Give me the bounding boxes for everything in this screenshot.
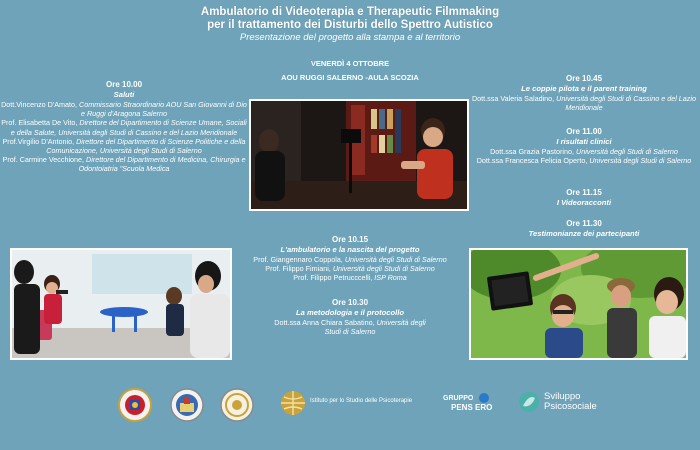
session-time: Ore 10.15: [331, 235, 369, 244]
session-speakers: [0, 100, 248, 174]
session-time: Ore 11.15: [566, 188, 602, 197]
title-line-2: per il trattamento dei Disturbi dello Spettro Autistico: [207, 19, 493, 31]
speaker-name: Prof. Filippo Petrucccelli,: [293, 273, 375, 283]
leaf-icon: [518, 391, 540, 413]
event-venue: AOU RUGGI SALERNO -AULA SCOZIA: [281, 73, 419, 82]
photo-playroom: [10, 248, 232, 360]
photo-filming-session: [249, 99, 469, 211]
speaker-role: Università degli Studi di Salerno: [576, 147, 678, 156]
speaker-role: ISP Roma: [374, 273, 407, 283]
speaker-name: Prof. Filippo Fimiani,: [265, 264, 333, 274]
speaker-name: Prof.Virgilio D'Antonio,: [2, 136, 77, 146]
session-1000: [0, 80, 248, 174]
speaker-name: Prof. Giangennaro Coppola,: [253, 255, 345, 264]
pensiero-line-2: PENS ERO: [451, 403, 493, 412]
speaker-entry: [0, 100, 248, 118]
speaker-role: Direttore del Dipartimento di Scienze Umane, Sociali e della Salute, Università degli Studi di Cassino e del Lazio Meridionale: [10, 118, 247, 137]
event-date: VENERDÌ 4 OTTOBRE: [310, 59, 390, 68]
sviluppo-psicosociale-logo: [518, 389, 628, 419]
speaker-entry: [232, 255, 468, 264]
speaker-name: Prof. Elisabetta De Vito,: [1, 118, 80, 128]
speaker-entry: [232, 264, 468, 273]
session-time: Ore 10.45: [565, 74, 603, 83]
session-time: Ore 11.00: [566, 127, 602, 136]
session-speakers: [232, 255, 468, 283]
session-time: Ore 11.30: [566, 219, 602, 228]
speaker-entry: [232, 273, 468, 282]
session-speakers: [468, 94, 700, 112]
session-1015: [232, 235, 468, 283]
comune-logo: [170, 388, 204, 427]
speaker-entry: [468, 156, 700, 165]
session-1045: [468, 74, 700, 112]
speaker-role: Commissario Straordinario AOU San Giovanni di Dio e Ruggi d'Aragona Salerno: [79, 100, 247, 119]
gruppo-pensiero-logo: [443, 392, 513, 418]
speaker-name: Dott.ssa Francesca Felicia Operto,: [476, 156, 590, 166]
speaker-entry: [272, 318, 428, 336]
speaker-entry: [468, 94, 700, 112]
speaker-role: Università degli Studi di Cassino e del Lazio Meridionale: [556, 94, 696, 113]
title-line-1: Ambulatorio di Videoterapia e Therapeutic Filmmaking: [200, 6, 500, 18]
speaker-entry: [0, 137, 248, 155]
speaker-entry: [0, 118, 248, 136]
lightbulb-icon: [478, 392, 490, 404]
session-topic: La metodologia e il protocollo: [295, 308, 404, 317]
speaker-entry: [468, 147, 700, 156]
speaker-name: Dott.Vincenzo D'Amato,: [1, 100, 80, 109]
session-speakers: [232, 318, 468, 336]
speaker-name: Prof. Carmine Vecchione,: [2, 155, 87, 165]
sviluppo-line-2: Psicosociale: [544, 401, 597, 412]
speaker-role: Direttore del Dipartimento di Medicina, Chirurgia e Odontoiatria "Scuola Medica: [78, 155, 246, 174]
session-1115: [468, 188, 700, 208]
speaker-name: Dott.ssa Grazia Pastorino,: [490, 147, 576, 156]
session-time: Ore 10.00: [105, 80, 143, 89]
speaker-role: Direttore del Dipartimento di Scienze Politiche e della Comunicazione, Università degli Studi di Salerno: [46, 136, 246, 156]
session-topic: Testimonianze dei partecipanti: [528, 229, 640, 238]
session-speakers: [468, 147, 700, 165]
speaker-role: Università degli Studi di Salerno: [344, 255, 447, 264]
globe-icon: [280, 390, 306, 416]
asl-logo: [118, 388, 152, 427]
session-time: Ore 10.30: [331, 298, 369, 307]
session-topic: Saluti: [113, 90, 135, 99]
session-topic: L'ambulatorio e la nascita del progetto: [280, 245, 420, 254]
photo-outdoor-filming: [469, 248, 688, 360]
session-topic: I risultati clinici: [556, 137, 612, 146]
sviluppo-line-1: Sviluppo: [544, 391, 581, 402]
event-title: [0, 6, 700, 32]
pensiero-line-1: GRUPPO: [443, 395, 474, 402]
speaker-role: Università degli Studi di Salerno: [589, 156, 692, 166]
speaker-entry: [0, 155, 248, 173]
isp-logo-text: Istituto per lo Studio delle Psicoterapie: [310, 398, 413, 404]
session-1130: [468, 219, 700, 239]
session-1100: [468, 127, 700, 165]
isp-logo: [280, 390, 430, 418]
speaker-name: Dott.ssa Valeria Saladino,: [471, 94, 557, 103]
session-topic: Le coppie pilota e il parent training: [521, 84, 647, 93]
session-1030: [232, 298, 468, 336]
event-subtitle: Presentazione del progetto alla stampa e al territorio: [239, 32, 461, 43]
session-topic: I Videoracconti: [556, 198, 612, 207]
universita-seal-logo: [220, 388, 254, 427]
speaker-name: Dott.ssa Anna Chiara Sabatino,: [274, 318, 377, 327]
speaker-role: Università degli Studi di Salerno: [332, 264, 435, 274]
speaker-role: Università degli Studi di Salerno: [324, 318, 426, 337]
